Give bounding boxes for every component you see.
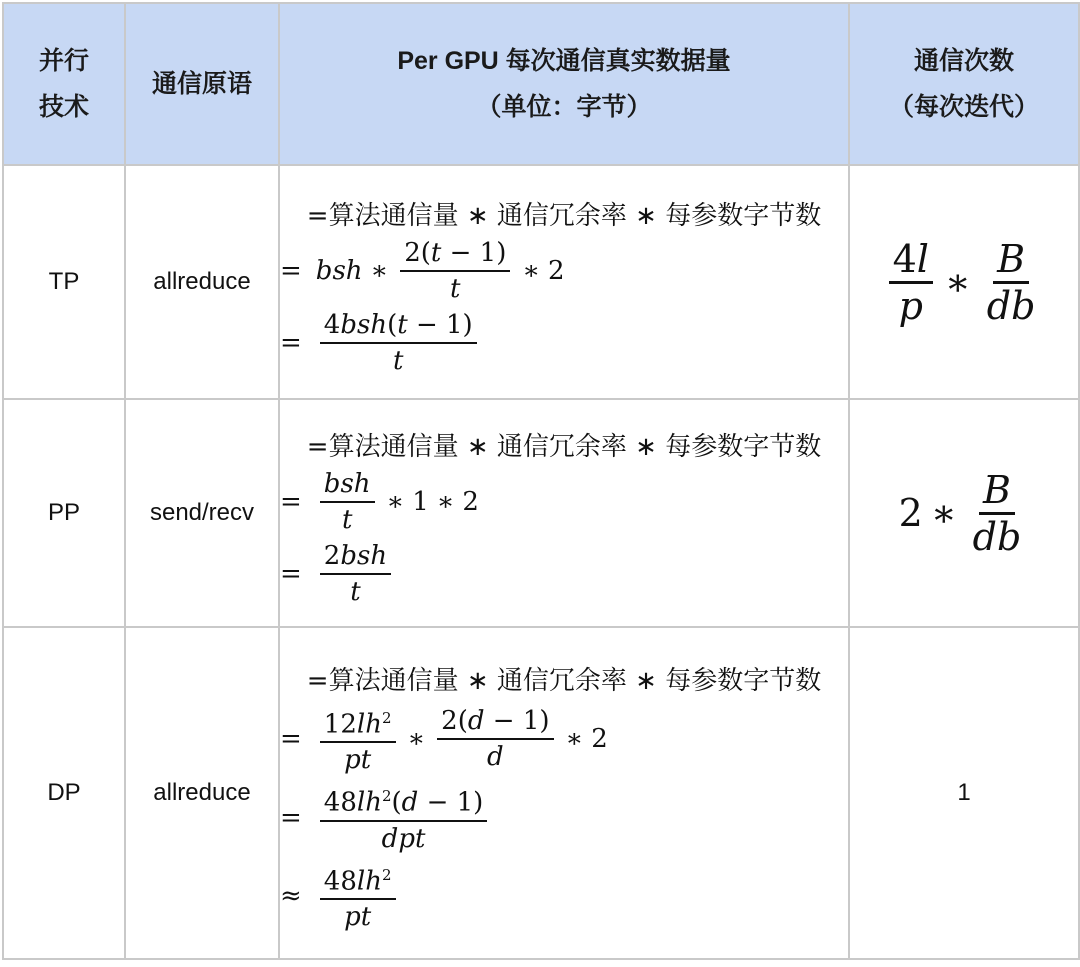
cell-primitive-dp: allreduce <box>125 627 279 959</box>
formula-dp-step2: = $\frac{48lh^2(d - 1)}{\text{dpt}}$ <box>280 779 848 856</box>
cell-formula-pp <box>279 399 849 627</box>
formula-tp-definition: =算法通信量 ∗ 通信冗余率 ∗ 每参数字节数 <box>306 200 822 231</box>
header-data-volume <box>279 3 849 165</box>
header-parallel-tech-line1: 并行 <box>38 47 89 75</box>
formula-pp-step1: = $\frac{\text{bsh}}{t}$ ∗ 1 ∗ 2 <box>280 468 479 535</box>
header-data-volume-line2: （单位：字节） <box>476 93 652 121</box>
cell-tech-pp: PP <box>3 399 125 627</box>
header-parallel-tech <box>3 3 125 165</box>
header-data-volume-line1: Per GPU 每次通信真实数据量 <box>397 47 731 75</box>
communication-table <box>2 2 1080 960</box>
cell-count-tp <box>849 165 1079 399</box>
cell-formula-tp <box>279 165 849 399</box>
header-parallel-tech-line2: 技术 <box>38 93 89 121</box>
header-comm-count <box>849 3 1079 165</box>
formula-dp-step1: = $\frac{12lh^2}{pt}$ ∗ $\frac{2(d - 1)}{d}$ ∗ 2 <box>280 701 848 778</box>
header-row <box>3 3 1079 165</box>
count-pp-formula: 2 ∗ $\frac{B}{db}$ <box>898 467 1022 559</box>
cell-primitive-pp: send/recv <box>125 399 279 627</box>
table-row-tp <box>3 165 1079 399</box>
formula-pp-step2: = $\frac{\text{2bsh}}{t}$ <box>280 539 848 609</box>
formula-dp-step3: ≈ $\frac{48lh^2}{pt}$ <box>280 858 848 935</box>
header-comm-primitive: 通信原语 <box>125 3 279 165</box>
header-comm-count-line1: 通信次数 <box>913 47 1014 75</box>
header-comm-count-line2: （每次迭代） <box>888 93 1039 121</box>
count-tp-formula: $\frac{4l}{p}$ ∗ $\frac{B}{db}$ <box>850 237 1078 328</box>
table-row-pp <box>3 399 1079 627</box>
cell-tech-tp: TP <box>3 165 125 399</box>
formula-tp-step2: = $\frac{\text{4bsh(t − 1)}}{t}$ <box>280 308 848 378</box>
cell-tech-dp: DP <box>3 627 125 959</box>
cell-formula-dp <box>279 627 849 959</box>
table-row-dp <box>3 627 1079 959</box>
cell-count-pp <box>849 399 1079 627</box>
formula-dp-definition: =算法通信量 ∗ 通信冗余率 ∗ 每参数字节数 <box>306 665 822 696</box>
formula-pp-definition: =算法通信量 ∗ 通信冗余率 ∗ 每参数字节数 <box>306 431 822 462</box>
cell-primitive-tp: allreduce <box>125 165 279 399</box>
formula-tp-step1: = bsh ∗ $\frac{2(t - 1)}{t}$ ∗ 2 <box>280 237 565 304</box>
cell-count-dp: 1 <box>849 627 1079 959</box>
